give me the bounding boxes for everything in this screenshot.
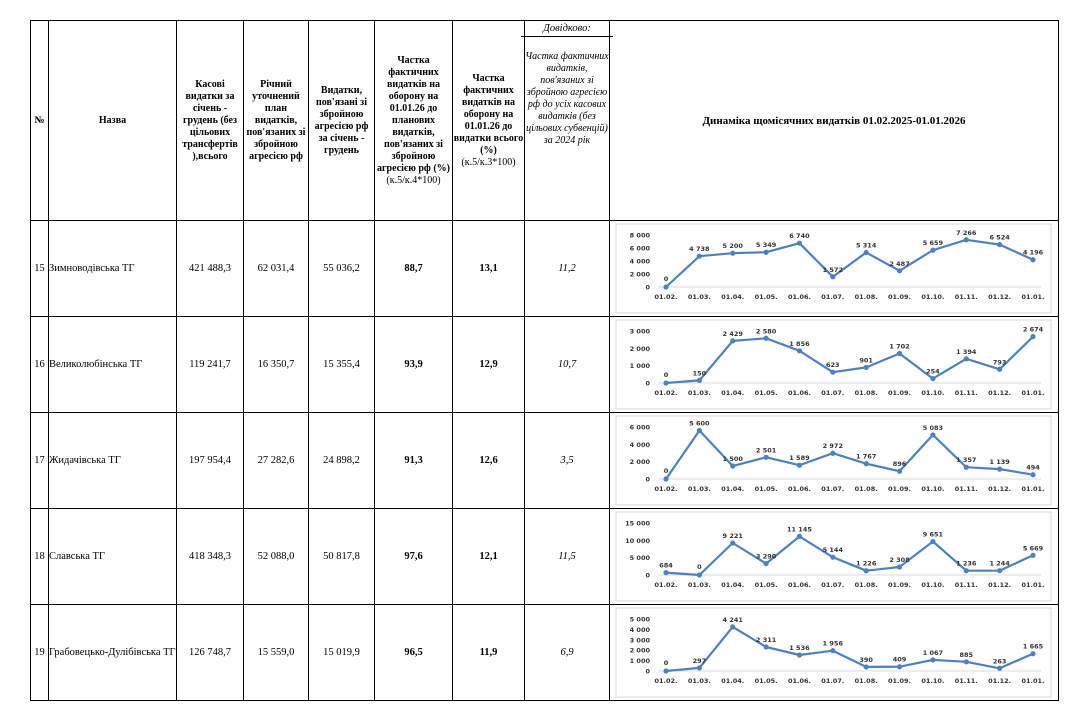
data-point (897, 564, 902, 569)
y-tick-label: 8 000 (629, 231, 650, 240)
data-point (830, 648, 835, 653)
data-label: 11 145 (787, 525, 812, 534)
data-label: 1 226 (856, 559, 877, 568)
data-label: 263 (992, 657, 1007, 666)
data-point (697, 572, 702, 577)
header-reference-title: Довідково: (521, 21, 613, 37)
x-tick-label: 01.03. (687, 389, 711, 397)
data-point (663, 284, 668, 289)
row-number: 18 (31, 509, 49, 605)
community-name: Зимноводівська ТГ (49, 221, 177, 317)
data-point (697, 378, 702, 383)
data-point (763, 455, 768, 460)
x-tick-label: 01.10. (921, 677, 945, 685)
data-point (730, 540, 735, 545)
y-tick-label: 0 (645, 379, 650, 388)
share-of-total: 12,1 (453, 509, 525, 605)
y-tick-label: 2 000 (629, 270, 650, 279)
data-label: 6 524 (989, 233, 1010, 242)
data-point (830, 555, 835, 560)
data-point (997, 666, 1002, 671)
x-tick-label: 01.09. (888, 389, 912, 397)
table-row (31, 221, 1059, 317)
header-share-total-formula: (к.5/к.3*100) (461, 156, 516, 168)
data-point (997, 242, 1002, 247)
cash-expenses: 197 954,4 (177, 413, 244, 509)
data-point (1030, 334, 1035, 339)
document-page (30, 20, 1058, 704)
x-tick-label: 01.05. (754, 293, 778, 301)
x-tick-label: 01.09. (888, 293, 912, 301)
data-label: 885 (959, 650, 974, 659)
y-tick-label: 2 000 (629, 458, 650, 467)
table-row (31, 413, 1059, 509)
data-point (997, 568, 1002, 573)
x-tick-label: 01.05. (754, 389, 778, 397)
data-point (930, 657, 935, 662)
x-tick-label: 01.08. (854, 485, 878, 493)
data-point (763, 250, 768, 255)
data-label: 1 067 (922, 648, 944, 657)
data-point (897, 351, 902, 356)
data-label: 2 308 (889, 555, 910, 564)
x-tick-label: 01.11. (954, 581, 978, 589)
header-plan: Річний уточнений план видатків, пов'язаних зі збройною агресією рф (244, 21, 309, 221)
data-label: 0 (663, 275, 669, 283)
data-label: 7 266 (956, 228, 977, 237)
war-expenses: 15 019,9 (309, 605, 375, 701)
y-tick-label: 5 000 (629, 615, 650, 624)
data-point (930, 376, 935, 381)
data-label: 150 (692, 369, 707, 378)
x-tick-label: 01.12. (988, 581, 1012, 589)
header-reference-text: Частка фактичних видатків, пов'язаних зі збройною агресією рф до усіх касових видатків (без цільових субвенцій) за 2024 рік (525, 51, 609, 146)
y-tick-label: 6 000 (629, 244, 650, 253)
data-label: 9 221 (722, 532, 743, 541)
x-tick-label: 01.01. (1021, 581, 1045, 589)
reference-share: 10,7 (525, 317, 610, 413)
x-tick-label: 01.08. (854, 389, 878, 397)
y-tick-label: 0 (645, 571, 650, 580)
data-point (897, 664, 902, 669)
x-tick-label: 01.04. (721, 677, 745, 685)
reference-share: 11,5 (525, 509, 610, 605)
table-row (31, 317, 1059, 413)
x-tick-label: 01.01. (1021, 293, 1045, 301)
data-point (997, 367, 1002, 372)
data-label: 2 311 (755, 635, 777, 644)
x-tick-label: 01.08. (854, 293, 878, 301)
monthly-chart-cell (610, 509, 1059, 605)
data-label: 2 429 (722, 329, 743, 338)
share-of-plan: 96,5 (375, 605, 453, 701)
x-tick-label: 01.02. (654, 485, 678, 493)
data-label: 5 083 (922, 423, 944, 432)
y-tick-label: 5 000 (629, 554, 650, 563)
row-number: 19 (31, 605, 49, 701)
row-number: 15 (31, 221, 49, 317)
data-point (1030, 553, 1035, 558)
annual-plan: 16 350,7 (244, 317, 309, 413)
data-point (930, 432, 935, 437)
y-tick-label: 3 000 (629, 327, 650, 336)
x-tick-label: 01.06. (787, 677, 811, 685)
y-tick-label: 4 000 (629, 625, 650, 634)
data-label: 1 357 (956, 456, 977, 465)
data-label: 5 349 (755, 241, 777, 250)
data-point (1030, 257, 1035, 262)
data-label: 4 241 (722, 615, 743, 624)
data-point (763, 336, 768, 341)
data-label: 1 856 (789, 339, 810, 348)
share-of-total: 13,1 (453, 221, 525, 317)
x-tick-label: 01.02. (654, 581, 678, 589)
x-tick-label: 01.03. (687, 581, 711, 589)
data-point (864, 568, 869, 573)
x-tick-label: 01.02. (654, 389, 678, 397)
y-tick-label: 15 000 (625, 519, 650, 528)
y-tick-label: 1 000 (629, 657, 650, 666)
data-label: 2 580 (755, 327, 777, 336)
cash-expenses: 119 241,7 (177, 317, 244, 413)
x-tick-label: 01.07. (821, 293, 845, 301)
cash-expenses: 126 748,7 (177, 605, 244, 701)
data-label: 409 (892, 655, 907, 664)
data-point (964, 465, 969, 470)
data-point (964, 659, 969, 664)
reference-share: 11,2 (525, 221, 610, 317)
data-label: 5 144 (822, 546, 843, 555)
y-tick-label: 2 000 (629, 344, 650, 353)
data-label: 793 (992, 358, 1007, 367)
monthly-chart-cell (610, 413, 1059, 509)
data-label: 5 600 (689, 419, 710, 428)
data-point (864, 461, 869, 466)
community-name: Грабовецько-Дулібівська ТГ (49, 605, 177, 701)
monthly-chart-cell (610, 317, 1059, 413)
data-label: 297 (692, 656, 707, 665)
annual-plan: 52 088,0 (244, 509, 309, 605)
data-point (797, 348, 802, 353)
x-tick-label: 01.06. (787, 293, 811, 301)
monthly-chart-cell (610, 221, 1059, 317)
data-label: 1 139 (989, 458, 1010, 467)
data-point (797, 241, 802, 246)
data-point (697, 254, 702, 259)
data-point (730, 251, 735, 256)
data-label: 1 236 (956, 559, 977, 568)
data-label: 1 702 (889, 342, 910, 351)
x-tick-label: 01.09. (888, 581, 912, 589)
data-label: 896 (892, 460, 907, 469)
data-label: 2 501 (755, 446, 777, 455)
header-share-plan-formula: (к.5/к.4*100) (386, 174, 441, 186)
x-tick-label: 01.07. (821, 485, 845, 493)
data-point (1030, 651, 1035, 656)
x-tick-label: 01.06. (787, 581, 811, 589)
table-body (31, 221, 1059, 701)
x-tick-label: 01.11. (954, 293, 978, 301)
x-tick-label: 01.04. (721, 485, 745, 493)
x-tick-label: 01.06. (787, 485, 811, 493)
data-label: 1 500 (722, 455, 743, 463)
data-point (797, 463, 802, 468)
war-expenses: 24 898,2 (309, 413, 375, 509)
x-tick-label: 01.02. (654, 293, 678, 301)
data-label: 6 740 (789, 232, 810, 241)
data-point (663, 570, 668, 575)
y-tick-label: 3 000 (629, 636, 650, 645)
share-of-plan: 93,9 (375, 317, 453, 413)
x-tick-label: 01.12. (988, 485, 1012, 493)
header-share-total-text: Частка фактичних видатків на оборону на 01.01.26 до видатки всього (%) (453, 72, 524, 156)
data-label: 0 (697, 563, 702, 571)
data-label: 1 244 (989, 559, 1010, 568)
data-label: 1 956 (822, 639, 843, 648)
share-of-total: 11,9 (453, 605, 525, 701)
data-label: 494 (1026, 463, 1040, 472)
monthly-line-chart (610, 317, 1057, 412)
data-label: 1 767 (856, 452, 877, 461)
x-tick-label: 01.02. (654, 677, 678, 685)
data-point (864, 365, 869, 370)
x-tick-label: 01.10. (921, 485, 945, 493)
share-of-plan: 91,3 (375, 413, 453, 509)
data-point (1030, 472, 1035, 477)
data-point (763, 561, 768, 566)
table-row (31, 605, 1059, 701)
community-name: Славська ТГ (49, 509, 177, 605)
y-tick-label: 10 000 (625, 536, 650, 545)
x-tick-label: 01.01. (1021, 485, 1045, 493)
x-tick-label: 01.06. (787, 389, 811, 397)
header-share-total (453, 21, 525, 221)
x-tick-label: 01.12. (988, 677, 1012, 685)
data-label: 3 290 (755, 552, 777, 561)
data-point (864, 664, 869, 669)
reference-share: 6,9 (525, 605, 610, 701)
header-chart: Динаміка щомісячних видатків 01.02.2025-01.01.2026 (610, 21, 1059, 221)
monthly-line-chart (610, 509, 1057, 604)
share-of-total: 12,6 (453, 413, 525, 509)
data-label: 684 (659, 561, 673, 570)
data-label: 254 (926, 367, 940, 376)
monthly-line-chart (610, 221, 1057, 316)
x-tick-label: 01.03. (687, 677, 711, 685)
share-of-plan: 97,6 (375, 509, 453, 605)
annual-plan: 15 559,0 (244, 605, 309, 701)
data-point (964, 568, 969, 573)
data-point (663, 668, 668, 673)
data-label: 1 536 (789, 644, 810, 653)
data-label: 4 196 (1022, 248, 1044, 257)
row-number: 16 (31, 317, 49, 413)
data-point (830, 274, 835, 279)
data-label: 901 (859, 356, 873, 365)
data-point (763, 644, 768, 649)
defense-spending-table (30, 20, 1059, 701)
x-tick-label: 01.10. (921, 581, 945, 589)
x-tick-label: 01.01. (1021, 389, 1045, 397)
data-label: 4 738 (689, 245, 710, 254)
data-label: 5 200 (722, 242, 743, 251)
data-label: 2 972 (822, 442, 843, 451)
data-label: 5 669 (1022, 544, 1044, 553)
header-no: № (31, 21, 49, 221)
x-tick-label: 01.12. (988, 389, 1012, 397)
y-tick-label: 0 (645, 475, 650, 484)
x-tick-label: 01.10. (921, 389, 945, 397)
share-of-plan: 88,7 (375, 221, 453, 317)
x-tick-label: 01.08. (854, 581, 878, 589)
y-tick-label: 6 000 (629, 423, 650, 432)
data-label: 623 (826, 361, 840, 370)
x-tick-label: 01.07. (821, 677, 845, 685)
x-tick-label: 01.05. (754, 677, 778, 685)
header-name: Назва (49, 21, 177, 221)
data-point (697, 665, 702, 670)
table-row (31, 509, 1059, 605)
data-point (663, 380, 668, 385)
data-point (797, 652, 802, 657)
war-expenses: 15 355,4 (309, 317, 375, 413)
row-number: 17 (31, 413, 49, 509)
x-tick-label: 01.03. (687, 293, 711, 301)
data-point (730, 463, 735, 468)
data-point (730, 624, 735, 629)
x-tick-label: 01.11. (954, 485, 978, 493)
x-tick-label: 01.09. (888, 677, 912, 685)
x-tick-label: 01.11. (954, 389, 978, 397)
data-point (964, 237, 969, 242)
data-point (897, 469, 902, 474)
header-share-plan-text: Частка фактичних видатків на оборону на 01.01.26 до планових видатків, пов'язаних зі збройною агресією рф (%) (377, 54, 450, 174)
data-point (864, 250, 869, 255)
annual-plan: 62 031,4 (244, 221, 309, 317)
y-tick-label: 4 000 (629, 257, 650, 266)
data-label: 5 659 (922, 239, 944, 248)
data-point (730, 338, 735, 343)
header-war: Видатки, пов'язані зі збройною агресією рф за січень - грудень (309, 21, 375, 221)
y-tick-label: 0 (645, 667, 650, 676)
x-tick-label: 01.05. (754, 485, 778, 493)
header-cash: Касові видатки за січень - грудень (без цільових трансфертів ),всього (177, 21, 244, 221)
y-tick-label: 2 000 (629, 646, 650, 655)
y-tick-label: 4 000 (629, 440, 650, 449)
data-point (930, 248, 935, 253)
reference-share: 3,5 (525, 413, 610, 509)
x-tick-label: 01.07. (821, 581, 845, 589)
x-tick-label: 01.04. (721, 389, 745, 397)
x-tick-label: 01.11. (954, 677, 978, 685)
header-row (31, 21, 1059, 221)
data-label: 390 (859, 655, 873, 664)
data-point (797, 534, 802, 539)
x-tick-label: 01.10. (921, 293, 945, 301)
x-tick-label: 01.04. (721, 293, 745, 301)
data-label: 2 674 (1022, 325, 1044, 334)
y-tick-label: 0 (645, 283, 650, 292)
monthly-line-chart (610, 605, 1057, 700)
war-expenses: 50 817,8 (309, 509, 375, 605)
data-point (897, 268, 902, 273)
data-label: 2 487 (889, 259, 910, 268)
x-tick-label: 01.08. (854, 677, 878, 685)
data-point (697, 428, 702, 433)
header-reference (525, 21, 610, 221)
data-label: 1 394 (956, 347, 977, 356)
annual-plan: 27 282,6 (244, 413, 309, 509)
x-tick-label: 01.01. (1021, 677, 1045, 685)
x-tick-label: 01.04. (721, 581, 745, 589)
data-label: 0 (663, 467, 669, 475)
data-label: 1 572 (822, 265, 843, 274)
data-label: 1 589 (789, 454, 810, 463)
war-expenses: 55 036,2 (309, 221, 375, 317)
monthly-chart-cell (610, 605, 1059, 701)
data-label: 0 (663, 659, 669, 667)
data-label: 0 (663, 371, 669, 379)
cash-expenses: 418 348,3 (177, 509, 244, 605)
x-tick-label: 01.07. (821, 389, 845, 397)
x-tick-label: 01.12. (988, 293, 1012, 301)
data-point (964, 356, 969, 361)
data-label: 1 665 (1022, 642, 1044, 651)
data-point (830, 451, 835, 456)
community-name: Жидачівська ТГ (49, 413, 177, 509)
data-point (930, 539, 935, 544)
monthly-line-chart (610, 413, 1057, 508)
data-label: 9 651 (922, 530, 944, 539)
data-label: 5 314 (856, 241, 877, 250)
data-point (997, 467, 1002, 472)
community-name: Великолюбінська ТГ (49, 317, 177, 413)
x-tick-label: 01.05. (754, 581, 778, 589)
y-tick-label: 1 000 (629, 362, 650, 371)
cash-expenses: 421 488,3 (177, 221, 244, 317)
data-point (830, 370, 835, 375)
x-tick-label: 01.09. (888, 485, 912, 493)
x-tick-label: 01.03. (687, 485, 711, 493)
header-share-plan (375, 21, 453, 221)
share-of-total: 12,9 (453, 317, 525, 413)
data-point (663, 476, 668, 481)
